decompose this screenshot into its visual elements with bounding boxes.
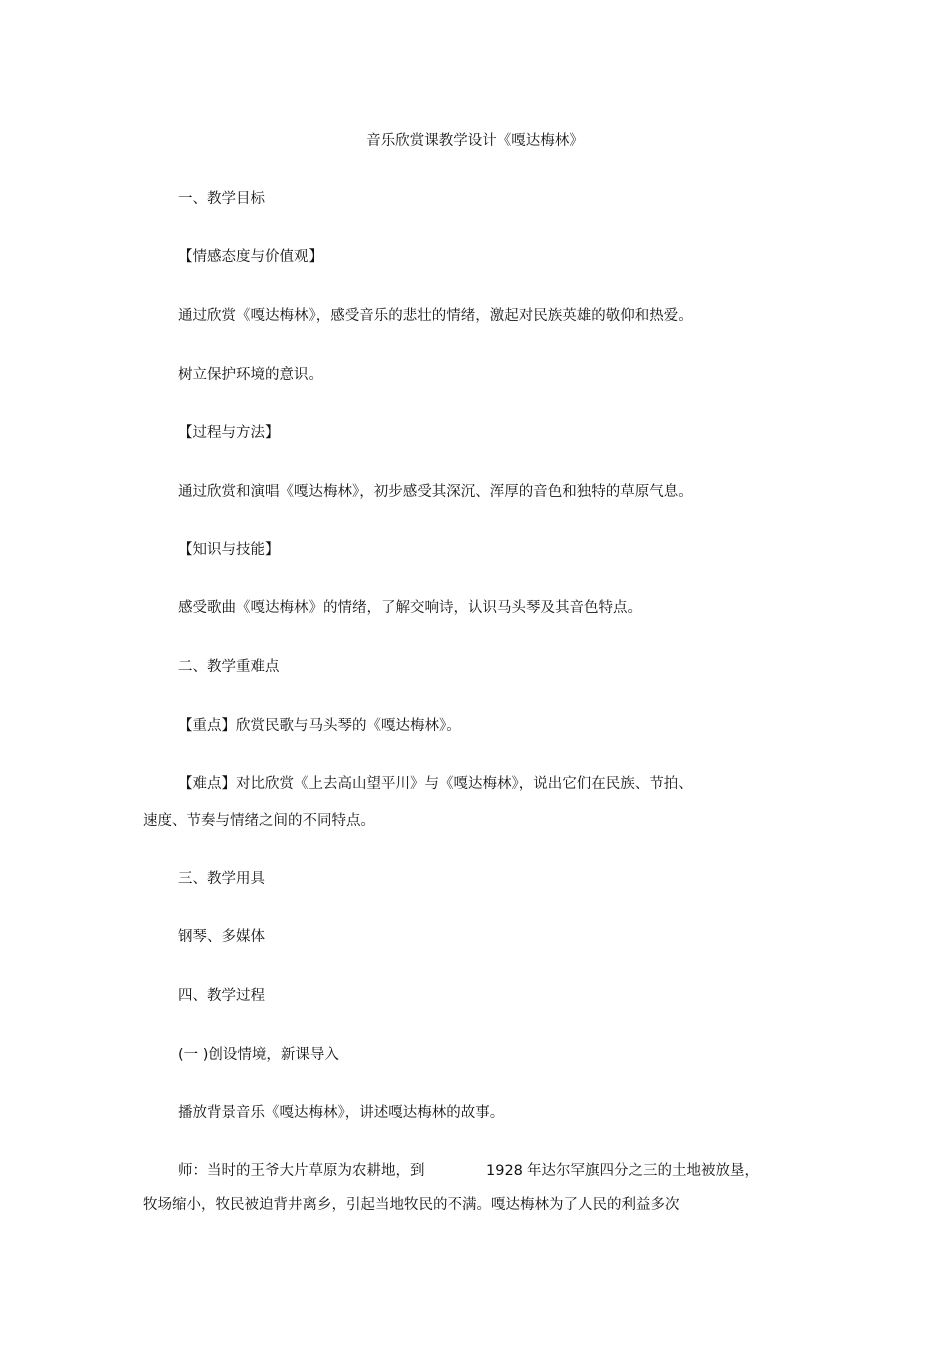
subheading-process: 【过程与方法】 [178,425,280,441]
paragraph: 感受歌曲《嘎达梅林》的情绪，了解交响诗，认识马头琴及其音色特点。 [178,600,642,616]
subheading-emotion: 【情感态度与价值观】 [178,249,323,265]
section-heading-key-points: 二、教学重难点 [178,659,280,675]
document-title: 音乐欣赏课教学设计《嘎达梅林》 [366,133,584,149]
year-value: 1928 [486,1163,523,1179]
paragraph: 树立保护环境的意识。 [178,367,323,383]
paragraph-teacher [178,1162,778,1180]
paragraph: 通过欣赏《嘎达梅林》，感受音乐的悲壮的情绪，激起对民族英雄的敬仰和热爱。 [178,308,693,324]
teacher-text-end: 年达尔罕旗四分之三的土地被放垦， [527,1163,759,1179]
paragraph-teacher-continued: 牧场缩小，牧民被迫背井离乡，引起当地牧民的不满。嘎达梅林为了人民的利益多次 [143,1197,680,1213]
paragraph-difficulty-continued: 速度、节奏与情绪之间的不同特点。 [143,813,375,829]
subheading-intro: (一 )创设情境，新课导入 [178,1047,339,1063]
section-heading-tools: 三、教学用具 [178,871,265,887]
paragraph-difficulty: 【难点】对比欣赏《上去高山望平川》与《嘎达梅林》，说出它们在民族、节拍、 [178,776,693,792]
subheading-knowledge: 【知识与技能】 [178,542,280,558]
teacher-text-start: 师：当时的王爷大片草原为农耕地，到 [178,1163,425,1179]
paragraph-key-point: 【重点】欣赏民歌与马头琴的《嘎达梅林》。 [178,718,461,734]
section-heading-process: 四、教学过程 [178,988,265,1004]
paragraph: 钢琴、多媒体 [178,929,265,945]
section-heading-objectives: 一、教学目标 [178,191,265,207]
paragraph: 通过欣赏和演唱《嘎达梅林》，初步感受其深沉、浑厚的音色和独特的草原气息。 [178,484,693,500]
paragraph: 播放背景音乐《嘎达梅林》，讲述嘎达梅林的故事。 [178,1105,505,1121]
